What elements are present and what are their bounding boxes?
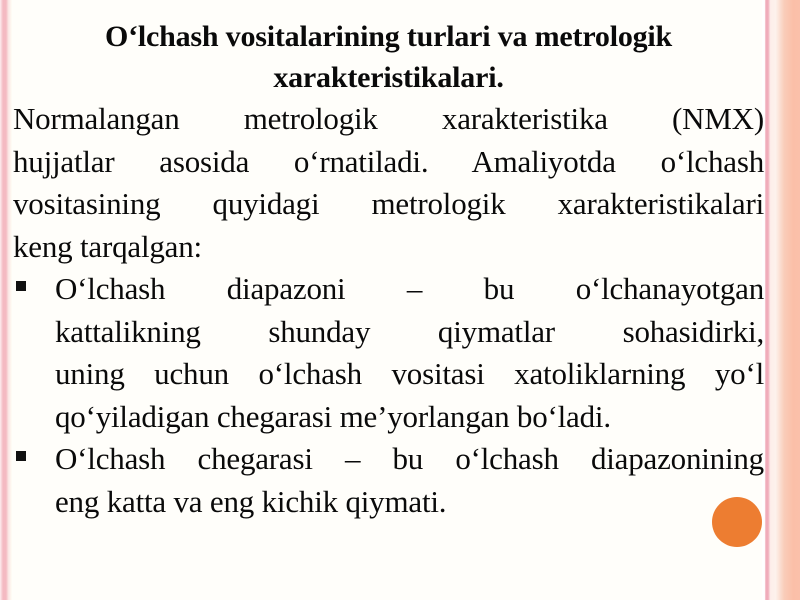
bullet-item-diapazon (13, 268, 764, 438)
orange-circle-decoration (712, 497, 762, 547)
bullet-line: eng katta va eng kichik qiymati. (55, 483, 447, 519)
bullet-square-icon (16, 281, 26, 291)
paragraph-line: Normalangan metrologik xarakteristika (NMX) (13, 101, 764, 136)
bullet-line: qo‘yiladigan chegarasi me’yorlangan bo‘ladi. (55, 398, 611, 434)
slide-right-border (762, 0, 800, 600)
bullet-line: uning uchun o‘lchash vositasi xatoliklarning yo‘l (55, 356, 764, 391)
bullet-list (13, 268, 764, 523)
bullet-line: O‘lchash chegarasi – bu o‘lchash diapazonining (55, 441, 764, 476)
intro-paragraph (13, 98, 764, 268)
bullet-line: O‘lchash diapazoni – bu o‘lchanayotgan (55, 271, 764, 306)
paragraph-line: vositasining quyidagi metrologik xarakteristikalari (13, 186, 764, 221)
bullet-square-icon (16, 451, 26, 461)
paragraph-line: hujjatlar asosida o‘rnatiladi. Amaliyotda o‘lchash (13, 143, 764, 179)
slide-title: O‘lchash vositalarining turlari va metrologik xarakteristikalari. (104, 20, 673, 94)
paragraph-line: keng tarqalgan: (13, 228, 202, 264)
slide-content (13, 16, 764, 523)
slide-left-border (0, 0, 12, 600)
bullet-item-chegara (13, 438, 764, 523)
bullet-line: kattalikning shunday qiymatlar sohasidirki, (55, 313, 764, 349)
